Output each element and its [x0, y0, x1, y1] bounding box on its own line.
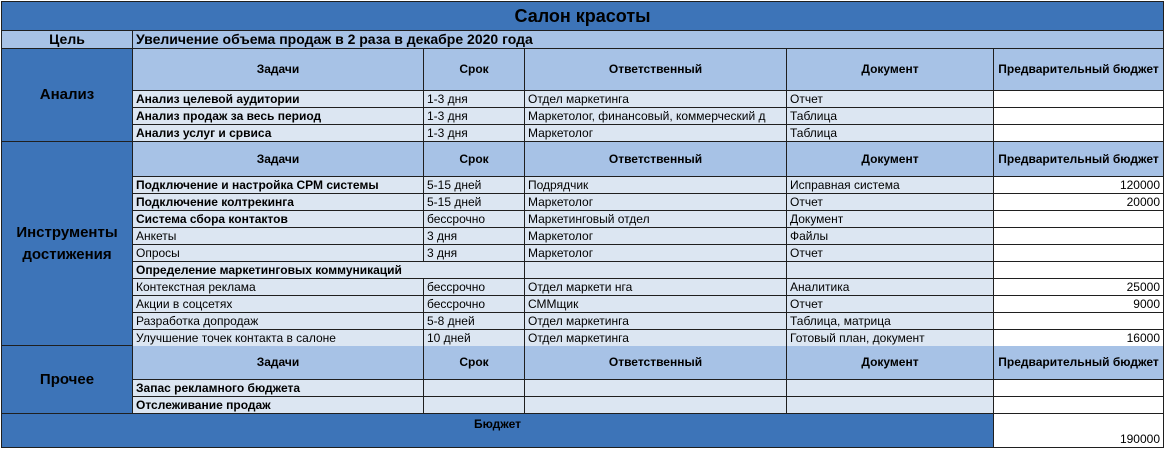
analysis-row-term[interactable]: 1-3 дня	[424, 108, 525, 125]
analysis-row-budget[interactable]	[994, 125, 1164, 142]
tools-row-responsible[interactable]: Отдел маркетинга	[525, 313, 787, 330]
analysis-row-term[interactable]: 1-3 дня	[424, 91, 525, 108]
section-label-tools[interactable]	[1, 142, 133, 346]
tools-row-budget[interactable]	[994, 262, 1164, 279]
tools-row-task[interactable]: Разработка допродаж	[133, 313, 424, 330]
other-row-responsible[interactable]	[525, 380, 787, 397]
tools-row-task[interactable]: Определение маркетинговых коммуникаций	[133, 262, 525, 279]
analysis-row-responsible[interactable]: Отдел маркетинга	[525, 91, 787, 108]
tools-row-responsible[interactable]: Отдел маркети нга	[525, 279, 787, 296]
analysis-row-task[interactable]: Анализ целевой аудитории	[133, 91, 424, 108]
tools-row-responsible[interactable]: Отдел маркетинга	[525, 330, 787, 347]
analysis-row-term[interactable]: 1-3 дня	[424, 125, 525, 142]
tools-row-term[interactable]: 5-15 дней	[424, 177, 525, 194]
tools-row-responsible[interactable]: Подрядчик	[525, 177, 787, 194]
analysis-header-task[interactable]: Задачи	[133, 49, 424, 91]
goal-label-cell[interactable]: Цель	[1, 31, 133, 49]
tools-row-budget[interactable]: 120000	[994, 177, 1164, 194]
analysis-row-responsible[interactable]: Маркетолог, финансовый, коммерческий д	[525, 108, 787, 125]
other-row-term[interactable]	[424, 380, 525, 397]
other-header-budget[interactable]: Предварительный бюджет	[994, 346, 1164, 380]
analysis-row-document[interactable]: Отчет	[787, 91, 994, 108]
section-label-analysis[interactable]: Анализ	[1, 49, 133, 142]
analysis-row-task[interactable]: Анализ продаж за весь период	[133, 108, 424, 125]
tools-row-task[interactable]: Подключение колтрекинга	[133, 194, 424, 211]
tools-row-term[interactable]: бессрочно	[424, 211, 525, 228]
analysis-row-document[interactable]: Таблица	[787, 108, 994, 125]
total-value-cell[interactable]: 190000	[994, 414, 1164, 448]
tools-header-budget[interactable]: Предварительный бюджет	[994, 142, 1164, 177]
tools-row-responsible[interactable]: Маркетолог	[525, 194, 787, 211]
tools-row-term[interactable]: 3 дня	[424, 228, 525, 245]
tools-row-responsible[interactable]: Маркетинговый отдел	[525, 211, 787, 228]
tools-header-term[interactable]: Срок	[424, 142, 525, 177]
analysis-row-budget[interactable]	[994, 108, 1164, 125]
other-header-responsible[interactable]: Ответственный	[525, 346, 787, 380]
other-header-task[interactable]: Задачи	[133, 346, 424, 380]
tools-row-document[interactable]: Отчет	[787, 296, 994, 313]
analysis-header-budget[interactable]: Предварительный бюджет	[994, 49, 1164, 91]
other-row-budget[interactable]	[994, 380, 1164, 397]
tools-row-document[interactable]	[787, 262, 994, 279]
analysis-row-task[interactable]: Анализ услуг и срвиса	[133, 125, 424, 142]
tools-row-document[interactable]: Аналитика	[787, 279, 994, 296]
tools-row-budget[interactable]	[994, 313, 1164, 330]
other-row-document[interactable]	[787, 380, 994, 397]
goal-text-cell[interactable]: Увеличение объема продаж в 2 раза в декабре 2020 года	[133, 31, 1164, 49]
title-cell[interactable]: Салон красоты	[1, 1, 1164, 31]
tools-row-term[interactable]: бессрочно	[424, 296, 525, 313]
tools-row-document[interactable]: Исправная система	[787, 177, 994, 194]
tools-row-task[interactable]: Улучшение точек контакта в салоне	[133, 330, 424, 347]
tools-row-responsible[interactable]: Маркетолог	[525, 245, 787, 262]
tools-row-term[interactable]: 5-8 дней	[424, 313, 525, 330]
tools-row-task[interactable]: Анкеты	[133, 228, 424, 245]
tools-row-task[interactable]: Система сбора контактов	[133, 211, 424, 228]
tools-row-task[interactable]: Акции в соцсетях	[133, 296, 424, 313]
tools-header-responsible[interactable]: Ответственный	[525, 142, 787, 177]
section-label-other[interactable]: Прочее	[1, 346, 133, 414]
other-row-responsible[interactable]	[525, 397, 787, 414]
section-label-tools-line: Инструменты	[16, 223, 118, 241]
analysis-header-responsible[interactable]: Ответственный	[525, 49, 787, 91]
tools-row-budget[interactable]	[994, 211, 1164, 228]
tools-row-document[interactable]: Документ	[787, 211, 994, 228]
tools-row-task[interactable]: Контекстная реклама	[133, 279, 424, 296]
other-header-term[interactable]: Срок	[424, 346, 525, 380]
tools-row-term[interactable]: 10 дней	[424, 330, 525, 347]
other-header-document[interactable]: Документ	[787, 346, 994, 380]
section-label-tools-line: достижения	[22, 245, 112, 263]
other-row-document[interactable]	[787, 397, 994, 414]
tools-row-budget[interactable]: 20000	[994, 194, 1164, 211]
total-label-cell[interactable]: Бюджет	[1, 414, 994, 448]
tools-row-document[interactable]: Отчет	[787, 245, 994, 262]
other-row-task[interactable]: Отслеживание продаж	[133, 397, 424, 414]
tools-row-responsible[interactable]	[525, 262, 787, 279]
analysis-header-term[interactable]: Срок	[424, 49, 525, 91]
tools-row-task[interactable]: Опросы	[133, 245, 424, 262]
tools-header-document[interactable]: Документ	[787, 142, 994, 177]
tools-row-budget[interactable]: 25000	[994, 279, 1164, 296]
tools-row-budget[interactable]: 16000	[994, 330, 1164, 347]
tools-row-responsible[interactable]: Маркетолог	[525, 228, 787, 245]
tools-row-term[interactable]: 5-15 дней	[424, 194, 525, 211]
analysis-row-document[interactable]: Таблица	[787, 125, 994, 142]
tools-row-document[interactable]: Отчет	[787, 194, 994, 211]
tools-row-document[interactable]: Таблица, матрица	[787, 313, 994, 330]
tools-row-task[interactable]: Подключение и настройка СРМ системы	[133, 177, 424, 194]
other-row-term[interactable]	[424, 397, 525, 414]
analysis-header-document[interactable]: Документ	[787, 49, 994, 91]
tools-row-budget[interactable]	[994, 228, 1164, 245]
other-row-task[interactable]: Запас рекламного бюджета	[133, 380, 424, 397]
tools-row-term[interactable]: бессрочно	[424, 279, 525, 296]
analysis-row-responsible[interactable]: Маркетолог	[525, 125, 787, 142]
analysis-row-budget[interactable]	[994, 91, 1164, 108]
other-row-budget[interactable]	[994, 397, 1164, 414]
tools-row-budget[interactable]: 9000	[994, 296, 1164, 313]
tools-row-budget[interactable]	[994, 245, 1164, 262]
tools-header-task[interactable]: Задачи	[133, 142, 424, 177]
tools-row-term[interactable]: 3 дня	[424, 245, 525, 262]
tools-row-responsible[interactable]: СММщик	[525, 296, 787, 313]
tools-row-document[interactable]: Файлы	[787, 228, 994, 245]
tools-row-document[interactable]: Готовый план, документ	[787, 330, 994, 347]
